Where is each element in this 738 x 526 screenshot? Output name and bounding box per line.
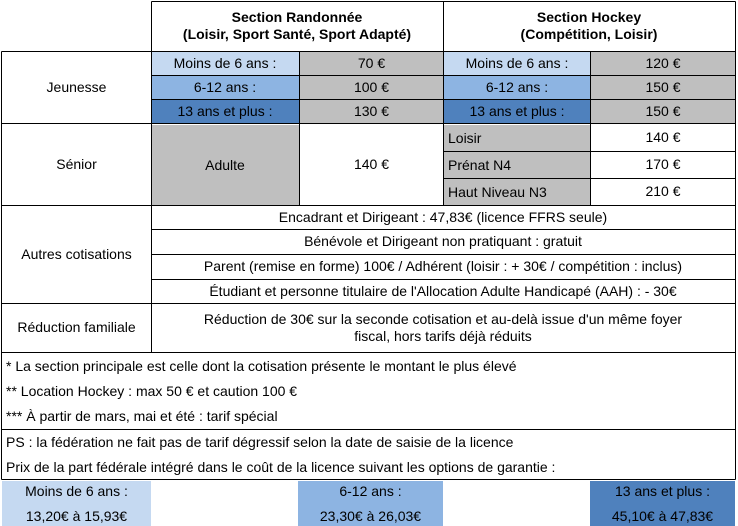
jeunesse-randonnee-price: 130 € [300, 100, 443, 123]
hockey-subtitle: (Compétition, Loisir) [520, 26, 658, 42]
federal-part-cell [2, 481, 151, 526]
autres-cotisations-label: Autres cotisations [21, 245, 132, 262]
senior-hockey-category: Loisir [444, 125, 590, 151]
federal-part-label: 6-12 ans : [339, 482, 402, 499]
senior-randonnee-category: Adulte [151, 125, 299, 205]
jeunesse-age-cell: 6-12 ans : [444, 76, 590, 99]
federal-part-label: Moins de 6 ans : [25, 482, 128, 499]
senior-hockey-price: 140 € [645, 129, 681, 145]
jeunesse-hockey-price: 120 € [591, 52, 735, 75]
jeunesse-age-cell: Moins de 6 ans : [151, 52, 299, 75]
note-line: ** Location Hockey : max 50 € et caution 100 € [6, 383, 298, 399]
federal-part-range: 23,30€ à 26,03€ [319, 507, 422, 524]
jeunesse-age-cell: 13 ans et plus : [151, 100, 299, 123]
ps-line: PS : la fédération ne fait pas de tarif dégressif selon la date de saisie de la licence [6, 434, 514, 450]
federal-part-range: 45,10€ à 47,83€ [611, 507, 714, 524]
jeunesse-age-cell: 13 ans et plus : [444, 100, 590, 123]
jeunesse-randonnee-price: 100 € [300, 76, 443, 99]
jeunesse-hockey-price: 150 € [591, 100, 735, 123]
senior-hockey-category: Haut Niveau N3 [444, 179, 590, 205]
hockey-title: Section Hockey [536, 9, 642, 25]
ps-line: Prix de la part fédérale intégré dans le coût de la licence suivant les options de garantie : [6, 458, 556, 475]
randonnee-header [151, 2, 443, 50]
note-line: * La section principale est celle dont la cotisation présente le montant le plus élevé [6, 358, 517, 374]
autres-cotisation-line: Parent (remise en forme) 100€ / Adhérent (loisir : + 30€ / compétition : inclus) [203, 258, 683, 274]
note-line: *** À partir de mars, mai et été : tarif spécial [6, 408, 278, 424]
senior-randonnee-price: 140 € [353, 156, 390, 172]
senior-hockey-price: 210 € [645, 183, 681, 199]
jeunesse-hockey-price: 150 € [591, 76, 735, 99]
jeunesse-label: Jeunesse [46, 78, 107, 95]
autres-cotisation-line: Bénévole et Dirigeant non pratiquant : gratuit [304, 233, 582, 249]
reduction-text-line: Réduction de 30€ sur la seconde cotisation et au-delà issue d'un même foyer [203, 310, 683, 327]
reduction-familiale-label: Réduction familiale [17, 319, 136, 335]
senior-hockey-category: Prénat N4 [444, 152, 590, 178]
autres-cotisation-line: Encadrant et Dirigeant : 47,83€ (licence FFRS seule) [278, 208, 608, 225]
reduction-familiale-text [151, 303, 735, 352]
federal-part-cell [298, 481, 443, 526]
randonnee-title: Section Randonnée [231, 9, 363, 25]
senior-hockey-price: 170 € [645, 156, 681, 172]
reduction-text-line: fiscal, hors tarifs déjà réduits [354, 327, 532, 344]
jeunesse-age-cell: 6-12 ans : [151, 76, 299, 99]
federal-part-label: 13 ans et plus : [615, 482, 710, 499]
randonnee-subtitle: (Loisir, Sport Santé, Sport Adapté) [182, 26, 412, 42]
jeunesse-age-cell: Moins de 6 ans : [444, 52, 590, 75]
federal-part-range: 13,20€ à 15,93€ [25, 507, 128, 524]
jeunesse-randonnee-price: 70 € [300, 52, 443, 75]
senior-label: Sénior [56, 156, 97, 172]
hockey-header [443, 2, 735, 50]
federal-part-cell [590, 481, 735, 526]
autres-cotisation-line: Étudiant et personne titulaire de l'Allocation Adulte Handicapé (AAH) : - 30€ [209, 282, 677, 299]
